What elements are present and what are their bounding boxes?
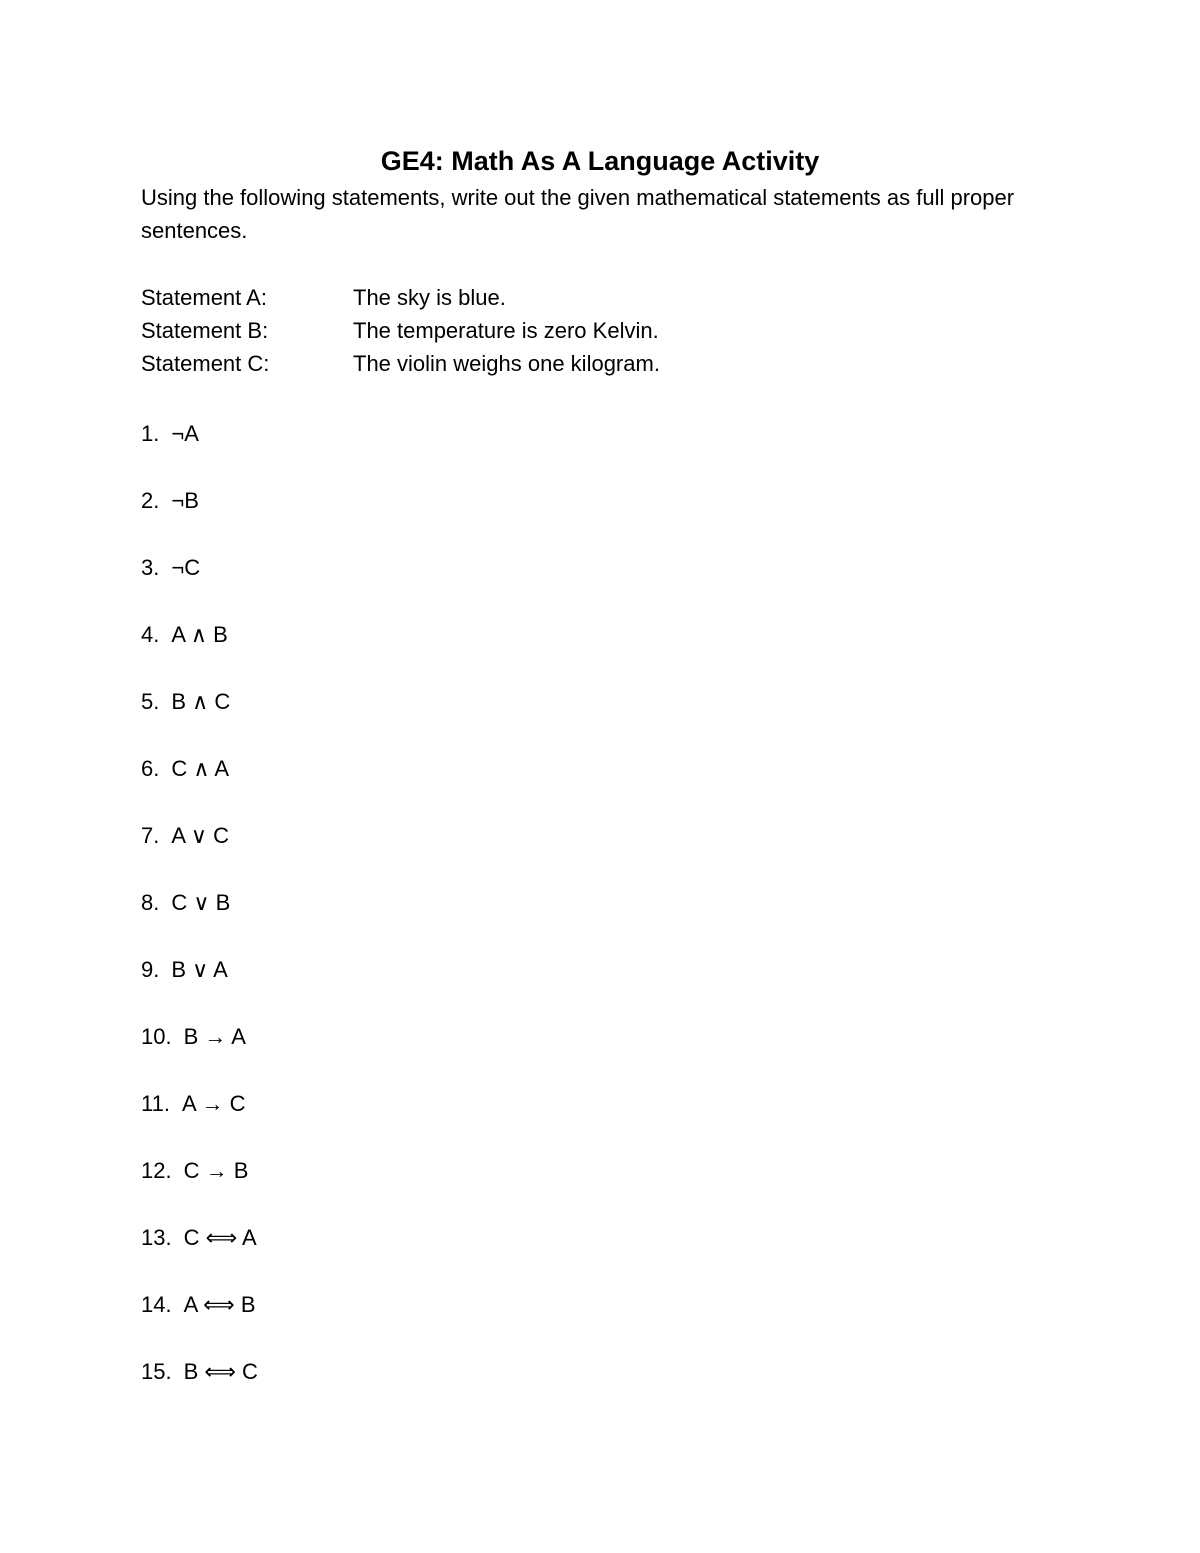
problem-expression: A ⟺ B: [183, 1292, 256, 1317]
problem-number: 11.: [141, 1091, 170, 1116]
problem-item: [141, 417, 258, 484]
problem-item: [141, 1355, 258, 1422]
statement-b: [141, 314, 660, 347]
problem-item: [141, 551, 258, 618]
problem-item: [141, 886, 258, 953]
problem-expression: C → B: [183, 1158, 249, 1183]
problem-expression: ¬C: [171, 555, 201, 580]
problem-item: [141, 484, 258, 551]
statement-c: [141, 347, 660, 380]
problem-item: [141, 819, 258, 886]
statement-label: Statement C:: [141, 351, 270, 376]
problem-number: 6.: [141, 756, 160, 781]
problem-item: [141, 752, 258, 819]
statement-list: [141, 281, 660, 380]
problem-number: 15.: [141, 1359, 172, 1384]
problem-number: 9.: [141, 957, 160, 982]
problem-expression: ¬B: [171, 488, 199, 513]
problem-item: [141, 1288, 258, 1355]
problem-expression: B ∨ A: [171, 957, 228, 982]
problem-item: [141, 1154, 258, 1221]
statement-text: The sky is blue.: [353, 285, 506, 310]
problem-expression: C ∨ B: [171, 890, 231, 915]
problem-number: 14.: [141, 1292, 172, 1317]
problem-number: 3.: [141, 555, 160, 580]
statement-label: Statement B:: [141, 318, 269, 343]
problem-item: [141, 1221, 258, 1288]
problem-expression: B ∧ C: [171, 689, 231, 714]
statement-label: Statement A:: [141, 285, 267, 310]
problem-expression: C ⟺ A: [183, 1225, 257, 1250]
problem-expression: A ∧ B: [171, 622, 228, 647]
problem-number: 7.: [141, 823, 160, 848]
problem-expression: A ∨ C: [171, 823, 230, 848]
problem-item: [141, 685, 258, 752]
problem-number: 4.: [141, 622, 160, 647]
problem-expression: C ∧ A: [171, 756, 230, 781]
problem-number: 5.: [141, 689, 160, 714]
problem-item: [141, 953, 258, 1020]
statement-a: [141, 281, 660, 314]
statement-text: The violin weighs one kilogram.: [353, 351, 660, 376]
problem-item: [141, 1087, 258, 1154]
problem-number: 2.: [141, 488, 160, 513]
problem-number: 12.: [141, 1158, 172, 1183]
page-title: GE4: Math As A Language Activity: [380, 146, 820, 176]
statement-text: The temperature is zero Kelvin.: [353, 318, 659, 343]
problem-number: 1.: [141, 421, 160, 446]
problem-number: 8.: [141, 890, 160, 915]
problem-item: [141, 618, 258, 685]
problem-expression: ¬A: [171, 421, 199, 446]
problem-list: [141, 417, 258, 1422]
problem-expression: B → A: [183, 1024, 246, 1049]
problem-item: [141, 1020, 258, 1087]
problem-expression: B ⟺ C: [183, 1359, 258, 1384]
problem-expression: A → C: [181, 1091, 246, 1116]
problem-number: 10.: [141, 1024, 172, 1049]
problem-number: 13.: [141, 1225, 172, 1250]
instructions-paragraph: Using the following statements, write out the given mathematical statements as full proper sentences.: [141, 185, 1015, 243]
